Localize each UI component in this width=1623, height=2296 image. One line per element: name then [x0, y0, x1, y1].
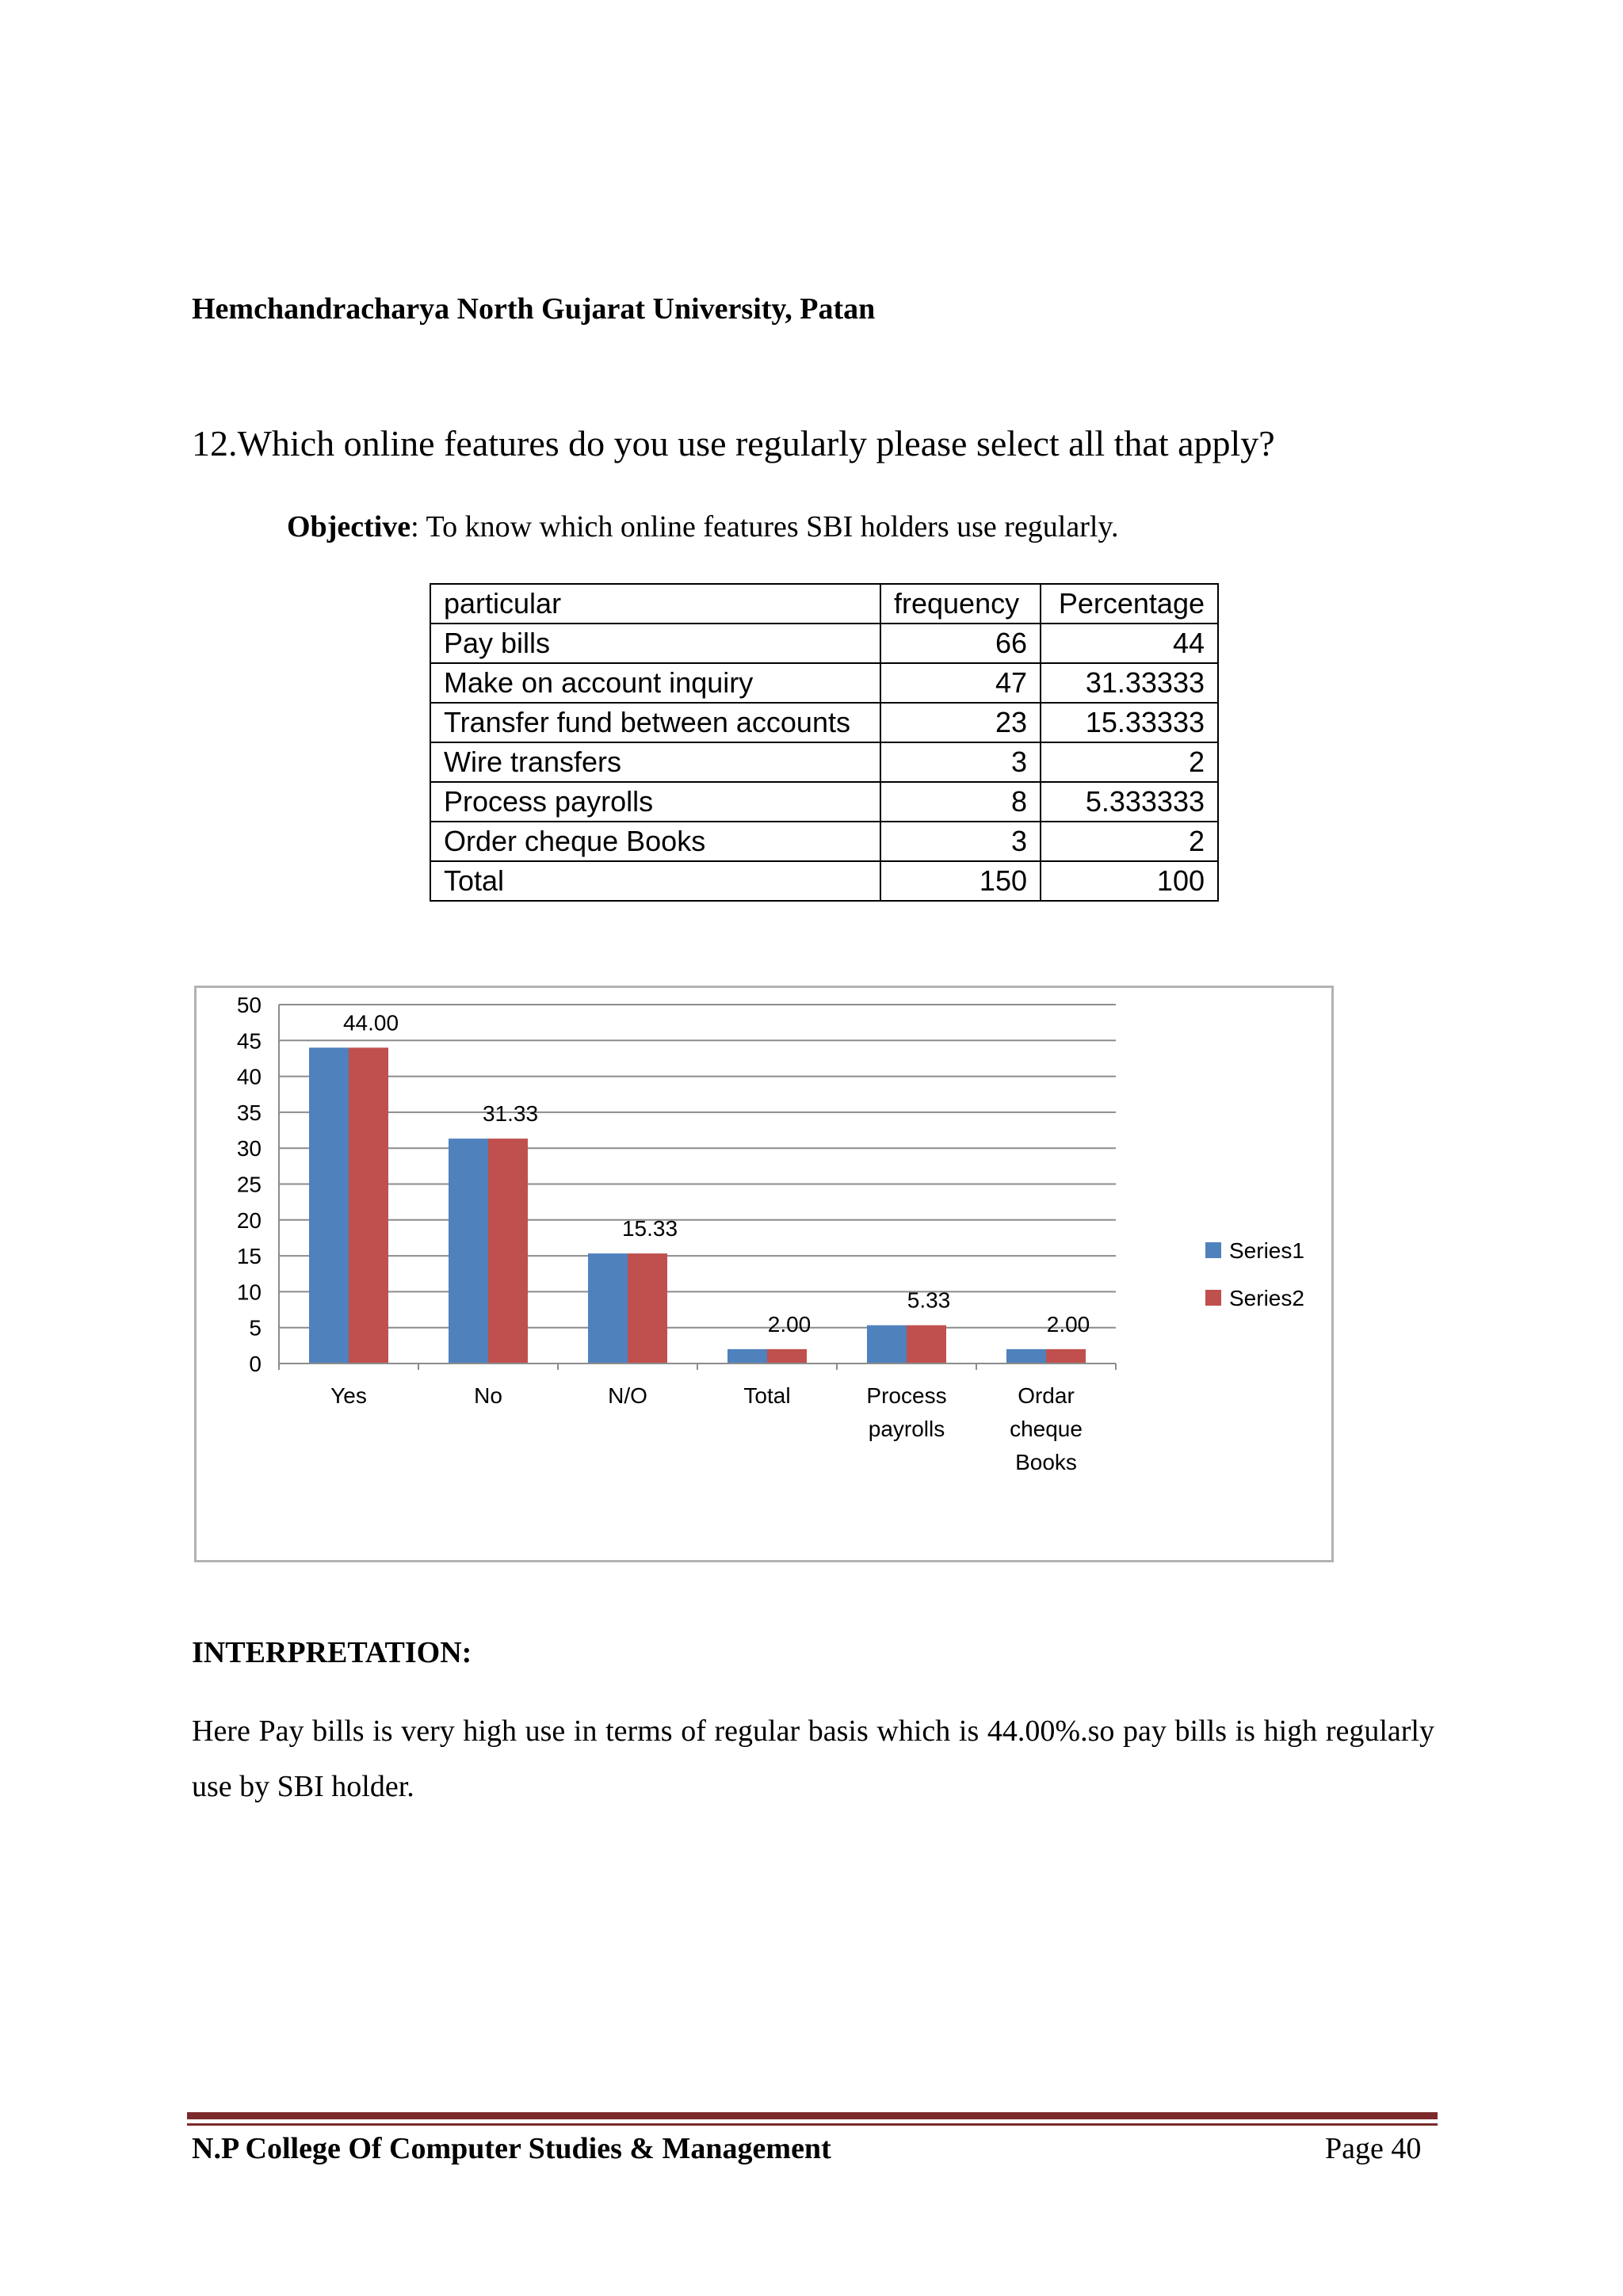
y-tick-label: 15 [236, 1244, 262, 1269]
table-cell: 15.33333 [1041, 703, 1218, 742]
table-cell: 5.333333 [1041, 782, 1218, 822]
table-row [430, 703, 1218, 742]
data-label: 2.00 [1046, 1311, 1090, 1337]
x-category-label: Process [866, 1383, 947, 1408]
frequency-table [430, 583, 1219, 902]
x-category-label: Books [1015, 1450, 1077, 1474]
legend-swatch-series2 [1205, 1290, 1221, 1306]
table-cell: Order cheque Books [430, 822, 880, 861]
interpretation-title: INTERPRETATION: [192, 1636, 472, 1669]
bar-series1 [449, 1138, 488, 1363]
data-label: 15.33 [621, 1216, 678, 1241]
bar-series1 [1006, 1349, 1046, 1363]
table-cell: 3 [880, 742, 1041, 782]
table-cell: 2 [1041, 742, 1218, 782]
table-header-cell: frequency [880, 584, 1041, 624]
table-cell: 47 [880, 663, 1041, 703]
y-tick-label: 0 [249, 1352, 262, 1376]
interpretation-text: Here Pay bills is very high use in terms of regular basis which is 44.00%.so pay bills is high regularly use by SBI holder. [192, 1714, 1434, 1803]
objective-label: Objective [287, 510, 411, 543]
chart-canvas [197, 988, 1331, 1560]
bar-series1 [727, 1349, 767, 1363]
y-tick-label: 20 [236, 1207, 262, 1233]
table-cell: 150 [880, 861, 1041, 901]
table-header-row [430, 584, 1218, 624]
bar-series2 [628, 1253, 667, 1363]
bar-chart [194, 986, 1334, 1562]
y-tick-label: 45 [236, 1028, 262, 1054]
data-label: 44.00 [342, 1010, 399, 1035]
data-label: 31.33 [482, 1101, 539, 1127]
bar-series2 [1046, 1349, 1086, 1363]
x-category-label: Total [743, 1383, 791, 1408]
table-row [430, 742, 1218, 782]
table-cell: 66 [880, 624, 1041, 663]
table-cell: Make on account inquiry [430, 663, 880, 703]
table-header-cell: particular [430, 584, 880, 624]
bar-series1 [309, 1047, 349, 1363]
table-cell: Wire transfers [430, 742, 880, 782]
table-row [430, 782, 1218, 822]
table-cell: Total [430, 861, 880, 901]
bar-series2 [767, 1349, 807, 1363]
table-cell: 44 [1041, 624, 1218, 663]
legend-label: Series2 [1229, 1286, 1304, 1310]
x-category-label: No [474, 1383, 502, 1408]
bar-series1 [588, 1253, 628, 1363]
table-cell: 31.33333 [1041, 663, 1218, 703]
x-category-label: payrolls [868, 1417, 945, 1441]
data-label: 2.00 [767, 1311, 812, 1337]
table-row [430, 822, 1218, 861]
y-tick-label: 25 [236, 1172, 262, 1197]
x-category-label: cheque [1010, 1417, 1083, 1441]
x-category-label: Yes [330, 1383, 367, 1408]
legend-swatch-series1 [1205, 1242, 1221, 1258]
bar-series2 [349, 1047, 388, 1363]
objective-line [287, 509, 1118, 544]
y-tick-label: 30 [236, 1136, 262, 1161]
footer-divider-thin [187, 2123, 1438, 2126]
objective-text: : To know which online features SBI holders use regularly. [411, 510, 1119, 543]
bar-series2 [907, 1325, 946, 1363]
table-cell: 100 [1041, 861, 1218, 901]
table-row [430, 663, 1218, 703]
table-cell: 2 [1041, 822, 1218, 861]
table-cell: 23 [880, 703, 1041, 742]
bar-series2 [488, 1138, 528, 1363]
table-cell: 8 [880, 782, 1041, 822]
y-tick-label: 50 [236, 993, 262, 1017]
bar-series1 [867, 1325, 907, 1363]
footer-college: N.P College Of Computer Studies & Management [192, 2132, 831, 2165]
table-cell: Pay bills [430, 624, 880, 663]
footer-divider [187, 2112, 1438, 2119]
y-tick-label: 10 [236, 1280, 262, 1305]
data-label: 5.33 [907, 1287, 951, 1313]
page-number: Page 40 [1325, 2132, 1422, 2165]
y-tick-label: 40 [236, 1064, 262, 1089]
table-cell: 3 [880, 822, 1041, 861]
y-tick-label: 35 [236, 1100, 262, 1125]
legend-label: Series1 [1229, 1238, 1304, 1263]
x-category-label: N/O [608, 1383, 647, 1408]
table-header-cell: Percentage [1041, 584, 1218, 624]
university-header: Hemchandracharya North Gujarat University, Patan [192, 292, 876, 326]
y-tick-label: 5 [249, 1315, 262, 1341]
table-row [430, 624, 1218, 663]
table-cell: Process payrolls [430, 782, 880, 822]
x-category-label: Ordar [1018, 1383, 1075, 1408]
table-cell: Transfer fund between accounts [430, 703, 880, 742]
table-row [430, 861, 1218, 901]
question-heading: 12.Which online features do you use regularly please select all that apply? [192, 423, 1275, 463]
